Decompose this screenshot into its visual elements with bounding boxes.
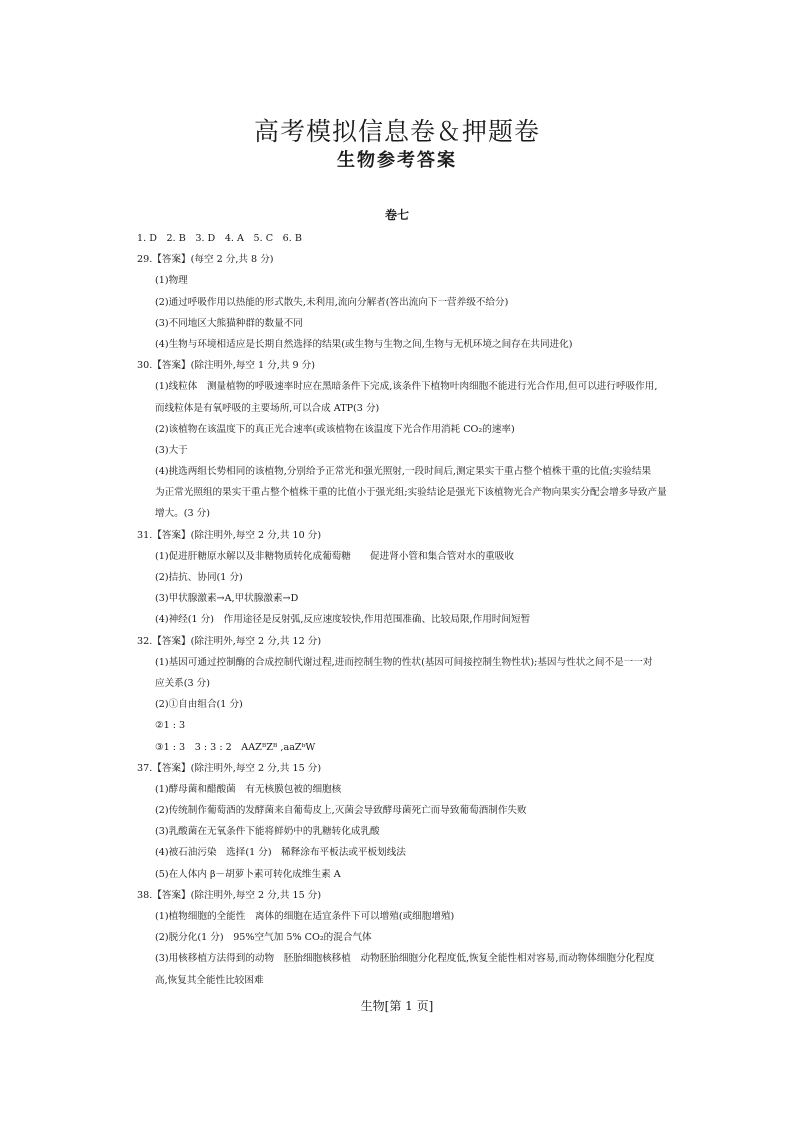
answer-heading-line: 31.【答案】(除注明外,每空 2 分,共 10 分) [137, 529, 322, 541]
answer-text-line: (2)该植物在该温度下的真正光合速率(或该植物在该温度下光合作用消耗 CO₂的速率) [155, 423, 515, 435]
answer-text-line: (4)生物与环境相适应是长期自然选择的结果(或生物与生物之间,生物与无机环境之间存在共同进化) [155, 338, 573, 350]
answer-text-line: (3)甲状腺激素→A,甲状腺激素→D [155, 593, 299, 605]
answer-subtitle: 生物参考答案 [337, 150, 457, 171]
answer-text-line: (2)脱分化(1 分) 95%空气加 5% CO₂的混合气体 [155, 932, 372, 944]
volume-label: 卷七 [384, 208, 409, 222]
answer-text-line: (1)线粒体 测量植物的呼吸速率时应在黑暗条件下完成,该条件下植物叶肉细胞不能进行光合作用,但可以进行呼吸作用, [155, 381, 658, 393]
answer-text-line: (3)用核移植方法得到的动物 胚胎细胞核移植 动物胚胎细胞分化程度低,恢复全能性相对容易,而动物体细胞分化程度 [155, 953, 655, 965]
answer-text-line: (2)通过呼吸作用以热能的形式散失,未利用,流向分解者(答出流向下一营养级不给分) [155, 296, 509, 308]
answer-text-line: (4)挑选两组长势相同的该植物,分别给予正常光和强光照射,一段时间后,测定果实干重占整个植株干重的比值;实验结果 [155, 466, 652, 478]
answer-heading-line: 30.【答案】(除注明外,每空 1 分,共 9 分) [137, 360, 315, 372]
answer-text-line: (2)拮抗、协同(1 分) [155, 572, 243, 583]
answer-content [137, 228, 717, 991]
answer-text-line: (1)物理 [155, 275, 188, 287]
answer-text-line: (1)促进肝糖原水解以及非糖物质转化成葡萄糖 促进肾小管和集合管对水的重吸收 [155, 550, 514, 562]
answer-text-line: 而线粒体是有氧呼吸的主要场所,可以合成 ATP(3 分) [155, 402, 380, 414]
answer-text-line: (2)传统制作葡萄酒的发酵菌来自葡萄皮上,灭菌会导致酵母菌死亡而导致葡萄酒制作失败 [155, 805, 527, 817]
answer-text-line: 为正常光照组的果实干重占整个植株干重的比值小于强光组;实验结论是强光下该植物光合产物向果实分配会增多导致产量 [155, 487, 667, 499]
answer-text-line: (3)乳酸菌在无氧条件下能将鲜奶中的乳糖转化成乳酸 [155, 826, 380, 838]
answer-text-line: 应关系(3 分) [155, 677, 211, 689]
answer-heading-line: 1. D 2. B 3. D 4. A 5. C 6. B [137, 233, 302, 244]
answer-heading-line: 32.【答案】(除注明外,每空 2 分,共 12 分) [137, 635, 322, 647]
answer-heading-line: 37.【答案】(除注明外,每空 2 分,共 15 分) [137, 762, 322, 774]
answer-text-line: (1)植物细胞的全能性 离体的细胞在适宜条件下可以增殖(或细胞增殖) [155, 911, 455, 922]
answer-heading-line: 29.【答案】(每空 2 分,共 8 分) [137, 254, 274, 266]
answer-text-line: (1)酵母菌和醋酸菌 有无核膜包被的细胞核 [155, 783, 342, 795]
answer-text-line: (2)①自由组合(1 分) [155, 699, 243, 711]
answer-text-line: 增大。(3 分) [155, 508, 211, 520]
answer-text-line: ②1 : 3 [155, 720, 186, 732]
answer-text-line: 高,恢复其全能性比较困难 [155, 974, 264, 986]
answer-text-line: (4)神经(1 分) 作用途径是反射弧,反应速度较快,作用范围准确、比较局限,作用时间短暂 [155, 614, 531, 626]
answer-text-line: ③1 : 3 3 : 3 : 2 AAZᴮZᴮ ,aaZᵇW [155, 741, 316, 753]
answer-text-line: (3)不同地区大熊猫种群的数量不同 [155, 317, 303, 329]
page-footer: 生物[第 1 页] [360, 999, 434, 1013]
answer-heading-line: 38.【答案】(除注明外,每空 2 分,共 15 分) [137, 889, 322, 901]
answer-text-line: (1)基因可通过控制酶的合成控制代谢过程,进而控制生物的性状(基因可间接控制生物性状);基因与性状之间不是一一对 [155, 656, 653, 668]
exam-title: 高考模拟信息卷＆押题卷 [253, 117, 540, 146]
answer-text-line: (5)在人体内 β－胡萝卜素可转化成维生素 A [155, 868, 341, 880]
answer-text-line: (3)大于 [155, 444, 188, 456]
answer-text-line: (4)被石油污染 选择(1 分) 稀释涂布平板法或平板划线法 [155, 847, 406, 859]
